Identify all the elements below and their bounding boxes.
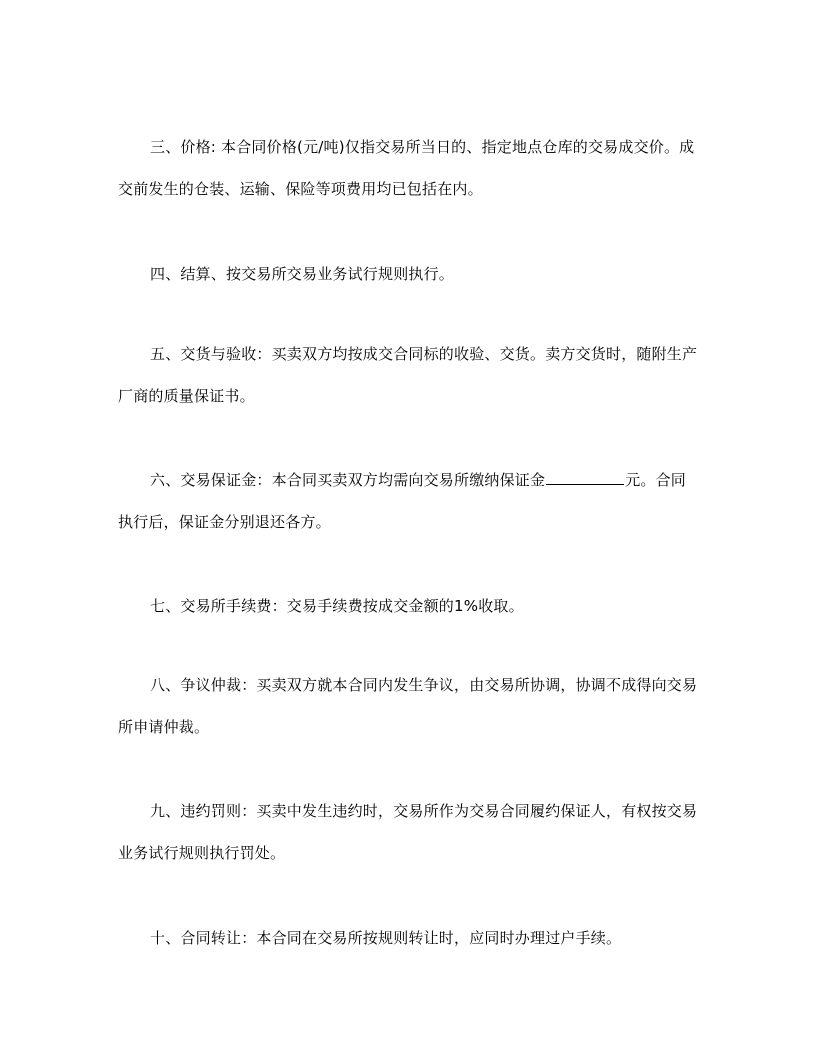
clause-breach-penalty: 九、违约罚则：买卖中发生违约时，交易所作为交易合同履约保证人，有权按交易业务试行规则执行罚处。	[118, 802, 698, 862]
clause-settlement: 四、结算、按交易所交易业务试行规则执行。	[150, 265, 455, 283]
clause-contract-transfer: 十、合同转让：本合同在交易所按规则转让时，应同时办理过户手续。	[150, 929, 622, 947]
clause-deposit	[118, 459, 700, 543]
clause-delivery-inspection: 五、交货与验收：买卖双方均按成交合同标的收验、交货。卖方交货时，随附生产厂商的质量保证书。	[118, 345, 698, 405]
clause-exchange-fee: 七、交易所手续费：交易手续费按成交金额的1%收取。	[150, 597, 524, 615]
clause-deposit-before-blank: 六、交易保证金：本合同买卖双方均需向交易所缴纳保证金	[150, 471, 546, 489]
clause-arbitration: 八、争议仲裁：买卖双方就本合同内发生争议，由交易所协调，协调不成得向交易所申请仲裁。	[118, 676, 698, 736]
clause-price: 三、价格: 本合同价格(元/吨)仅指交易所当日的、指定地点仓库的交易成交价。成交前发生的仓装、运输、保险等项费用均已包括在内。	[118, 138, 695, 198]
deposit-amount-blank	[546, 469, 624, 485]
clause-deposit-after-blank: 元。合同执行后，保证金分别退还各方。	[118, 471, 687, 531]
